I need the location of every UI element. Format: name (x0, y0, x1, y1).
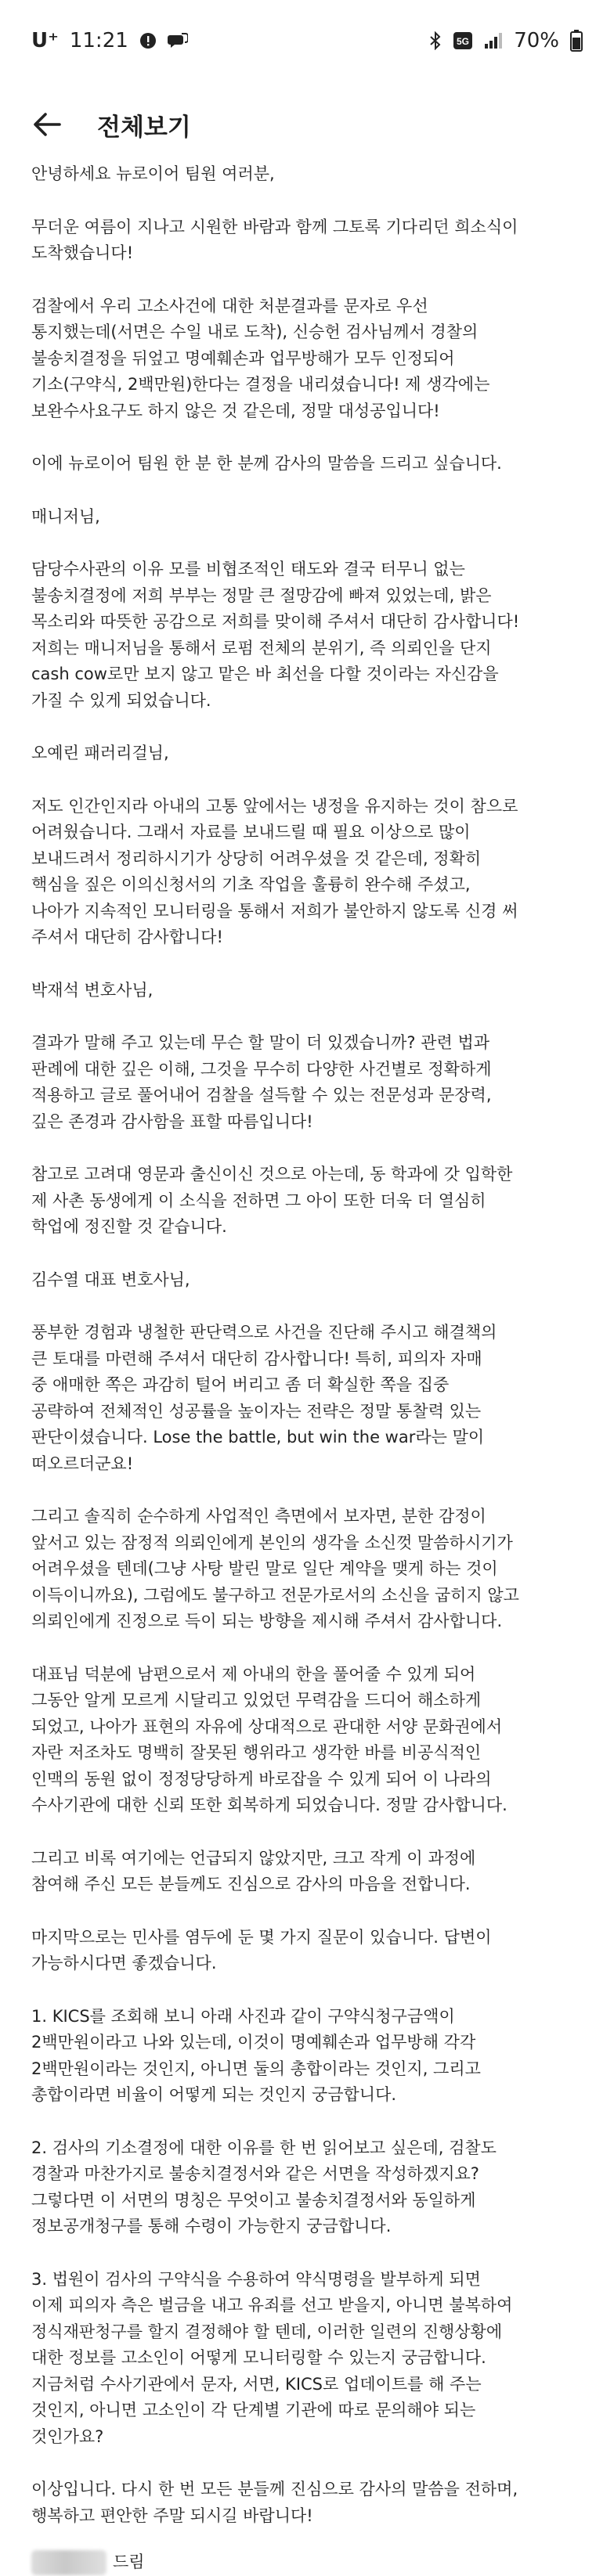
paragraph-lawyer: 결과가 말해 주고 있는데 무슨 할 말이 더 있겠습니까? 관련 법과 판례에 대한 깊은 이해, 그것을 무수히 다양한 사건별로 정확하게 적용하고 글로 풀어내어 검찰을 설득할 수 있는 전문성과 문장력, 깊은 존경과 감사함을 표할 따름입니다! (31, 1033, 492, 1131)
app-header (0, 81, 614, 168)
chat-bubble-icon (168, 32, 188, 49)
greeting: 안녕하세요 뉴로이어 팀원 여러분, (31, 164, 275, 183)
battery-icon (570, 30, 583, 52)
paragraph-all-thanks: 그리고 비록 여기에는 언급되지 않았지만, 크고 작게 이 과정에 참여해 주신 모든 분들께도 진심으로 감사의 마음을 전합니다. (31, 1848, 476, 1893)
addressee-lawyer: 박재석 변호사님, (31, 980, 154, 1000)
paragraph-ceo: 풍부한 경험과 냉철한 판단력으로 사건을 진단해 주시고 해결책의 큰 토대를 마련해 주셔서 대단히 감사합니다! 특히, 피의자 자매 중 애매한 쪽은 과감히 털어 버리고 좀 더 확실한 쪽을 집중 공략하여 전체적인 성공률을 높이자는 전략은 정말 통찰력 있는 판단이셨습니다. Lose the battle, but win the war라는 말이 떠오르더군요! (31, 1323, 497, 1473)
status-bar-right (429, 29, 583, 52)
paragraph-thanks-intro: 이에 뉴로이어 팀원 한 분 한 분께 감사의 말씀을 드리고 싶습니다. (31, 454, 502, 473)
paragraph-questions-intro: 마지막으로는 민사를 염두에 둔 몇 가지 질문이 있습니다. 답변이 가능하시다면 좋겠습니다. (31, 1927, 492, 1973)
svg-text:5G: 5G (457, 36, 470, 47)
paragraph-paralegal: 저도 인간인지라 아내의 고통 앞에서는 냉정을 유지하는 것이 참으로 어려웠습니다. 그래서 자료를 보내드릴 때 필요 이상으로 많이 보내드려서 정리하시기가 상당히 어려우셨을 것 같은데, 정확히 핵심을 짚은 이의신청서의 기초 작업을 훌륭히 완수해 주셨고, 나아가 지속적인 모니터링을 통해서 저희가 불안하지 않도록 신경 써 주셔서 대단히 감사합니다! (31, 796, 518, 946)
letter-body (31, 161, 587, 2576)
bluetooth-icon (429, 31, 442, 50)
addressee-paralegal: 오예린 패러리걸님, (31, 744, 169, 762)
warning-icon (139, 32, 157, 49)
redacted-name (31, 2550, 107, 2575)
paragraph-result: 검찰에서 우리 고소사건에 대한 처분결과를 문자로 우선 통지했는데(서면은 수일 내로 도착), 신승헌 검사님께서 경찰의 불송치결정을 뒤엎고 명예훼손과 업무방해가 모두 인정되어 기소(구약식, 2백만원)한다는 결정을 내리셨습니다! 제 생각에는 보완수사요구도 하지 않은 것 같은데, 정말 대성공입니다! (31, 296, 490, 420)
5g-icon (453, 31, 473, 50)
question-1: 1. KICS를 조회해 보니 아래 사진과 같이 구약식청구금액이 2백만원이라고 나와 있는데, 이것이 명예훼손과 업무방해 각각 2백만원이라는 것인지, 아니면 둘의 총합이라는 것인지, 그리고 총합이라면 비율이 어떻게 되는 것인지 궁금합니다. (31, 2006, 481, 2104)
carrier-label: U⁺ (31, 29, 59, 52)
paragraph-news: 무더운 여름이 지나고 시원한 바람과 함께 그토록 기다리던 희소식이 도착했습니다! (31, 217, 518, 262)
signal-icon (484, 32, 503, 49)
paragraph-lawyer-note: 참고로 고려대 영문과 출신이신 것으로 아는데, 동 학과에 갓 입학한 제 사촌 동생에게 이 소식을 전하면 그 아이 또한 더욱 더 열심히 학업에 정진할 것 같습니다. (31, 1165, 513, 1236)
back-button[interactable] (30, 107, 64, 142)
paragraph-manager: 담당수사관의 이유 모를 비협조적인 태도와 결국 터무니 없는 불송치결정에 저희 부부는 정말 큰 절망감에 빠져 있었는데, 밝은 목소리와 따뜻한 공감으로 저희를 맞이해 주셔서 대단히 감사합니다! 저희는 매니저님을 통해서 로펌 전체의 분위기, 즉 의뢰인을 단지 cash cow로만 보지 않고 맡은 바 최선을 다할 것이라는 자신감을 가질 수 있게 되었습니다. (31, 560, 520, 710)
status-bar (0, 0, 614, 81)
battery-percent: 70% (514, 29, 559, 52)
signature (31, 2549, 587, 2576)
question-3: 3. 법원이 검사의 구약식을 수용하여 약식명령을 발부하게 되면 이제 피의자 측은 벌금을 내고 유죄를 선고 받을지, 아니면 불복하여 정식재판청구를 할지 결정해야 할 텐데, 이러한 일련의 진행상황에 대한 정보를 고소인이 어떻게 모니터링할 수 있는지 궁금합니다. 지금처럼 수사기관에서 문자, 서면, KICS로 업데이트를 해 주는 것인지, 아니면 고소인이 각 단계별 기관에 따로 문의해야 되는 것인가요? (31, 2269, 513, 2446)
paragraph-ceo-business: 그리고 솔직히 순수하게 사업적인 측면에서 보자면, 분한 감정이 앞서고 있는 잠정적 의뢰인에게 본인의 생각을 소신껏 말씀하시기가 어려우셨을 텐데(그냥 사탕 발린 말로 일단 계약을 맺게 하는 것이 이득이니까요), 그럼에도 불구하고 전문가로서의 소신을 굽히지 않고 의뢰인에게 진정으로 득이 되는 방향을 제시해 주셔서 감사합니다. (31, 1507, 519, 1630)
addressee-ceo: 김수열 대표 변호사님, (31, 1270, 190, 1289)
arrow-left-icon (30, 107, 64, 142)
status-bar-left (31, 29, 188, 52)
question-2: 2. 검사의 기소결정에 대한 이유를 한 번 읽어보고 싶은데, 검찰도 경찰과 마찬가지로 불송치결정서와 같은 서면을 작성하겠지요? 그렇다면 이 서면의 명칭은 무엇이고 불송치결정서와 동일하게 정보공개청구를 통해 수령이 가능한지 궁금합니다. (31, 2138, 497, 2236)
addressee-manager: 매니저님, (31, 506, 100, 526)
page-title: 전체보기 (97, 113, 191, 142)
closing: 이상입니다. 다시 한 번 모든 분들께 진심으로 감사의 말씀을 전하며, 행복하고 편안한 주말 되시길 바랍니다! (31, 2480, 518, 2525)
signoff: 드림 (113, 2553, 145, 2571)
clock: 11:21 (69, 29, 128, 52)
paragraph-ceo-thanks: 대표님 덕분에 남편으로서 제 아내의 한을 풀어줄 수 있게 되어 그동안 알게 모르게 시달리고 있었던 무력감을 드디어 해소하게 되었고, 나아가 표현의 자유에 상대적으로 관대한 서양 문화권에서 자란 저조차도 명백히 잘못된 행위라고 생각한 바를 비공식적인 인맥의 동원 없이 정정당당하게 바로잡을 수 있게 되어 이 나라의 수사기관에 대한 신뢰 또한 회복하게 되었습니다. 정말 감사합니다. (31, 1664, 507, 1814)
